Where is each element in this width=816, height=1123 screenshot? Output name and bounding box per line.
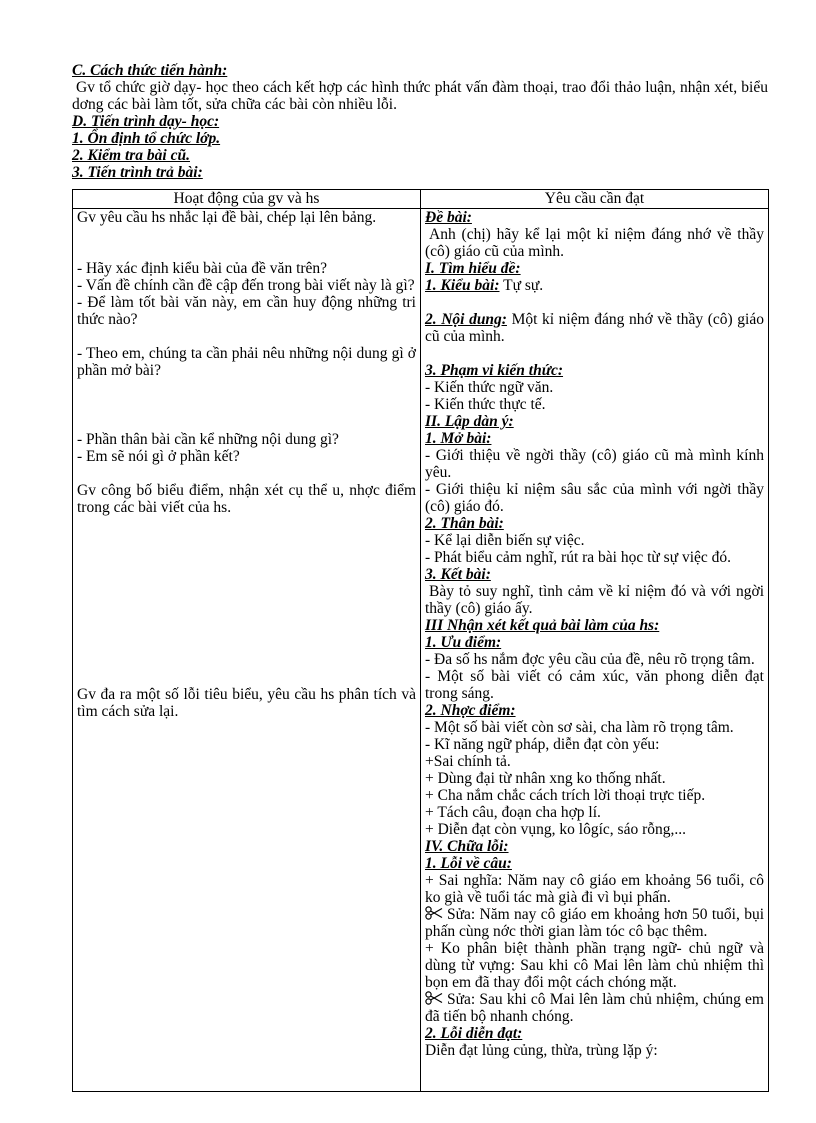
step-1: 1. Ổn định tổ chức lớp. [72,130,221,147]
table-body-row [73,209,769,1092]
activity-item: - Em sẽ nói gì ở phần kết? [77,448,240,465]
loi-cau-item: + Ko phân biệt thành phần trạng ngữ- chủ ngữ và dùng từ vựng: Sau khi cô Mai lên làm chủ nhiệm thì bọn em đã thay đổi một cách chóng mặt. [425,940,764,991]
activity-item: - Hãy xác định kiểu bài của đề văn trên? [77,260,328,277]
mo-bai-label: 1. Mở bài: [425,430,492,447]
uu-diem-item: - Một số bài viết có cảm xúc, văn phong diễn đạt trong sáng. [425,668,764,702]
nhuoc-diem-item: +Sai chính tả. [425,753,511,770]
lesson-table [72,189,769,1092]
header-activity: Hoạt động của gv và hs [73,190,421,209]
nhuoc-diem-item: + Tách câu, đoạn cha hợp lí. [425,804,601,821]
correction-text: Sửa: Năm nay cô giáo em khoảng hơn 50 tuổi, bụi phấn cùng nớc thời gian làm tóc cô bạc thêm. [425,906,764,940]
than-bai-item: - Phát biểu cảm nghĩ, rút ra bài học từ sự việc đó. [425,549,732,566]
than-bai-label: 2. Thân bài: [425,515,504,532]
loi-dien-dat-item: Diễn đạt lủng củng, thừa, trùng lặp ý: [425,1042,658,1059]
than-bai-item: - Kể lại diễn biến sự việc. [425,532,585,549]
activity-item: - Phần thân bài cần kể những nội dung gì? [77,431,339,448]
kieu-bai-value: Tự sự. [499,277,544,294]
mo-bai-item: - Giới thiệu kỉ niệm sâu sắc của mình với ngời thầy (cô) giáo đó. [425,481,764,515]
pham-vi-label: 3. Phạm vi kiến thức: [425,362,564,379]
method-text: Gv tổ chức giờ dạy- học theo cách kết hợp các hình thức phát vấn đàm thoại, trao đổi thảo luận, nhận xét, biểu dơng các bài làm tốt, sửa chữa các bài còn nhiều lỗi. [72,79,768,113]
activity-item: - Để làm tốt bài văn này, em cần huy động những tri thức nào? [77,294,416,328]
de-bai-text: Anh (chị) hãy kể lại một kỉ niệm đáng nhớ về thầy (cô) giáo cũ của mình. [425,226,764,260]
pham-vi-item: - Kiến thức thực tế. [425,396,546,413]
heading-d: D. Tiến trình dạy- học: [72,113,220,130]
ket-bai-item: Bày tỏ suy nghĩ, tình cảm về kỉ niệm đó và với ngời thầy (cô) giáo ấy. [425,583,764,617]
nhuoc-diem-label: 2. Nhợc điểm: [425,702,516,719]
header-requirements: Yêu cầu cần đạt [421,190,769,209]
section-lap-dan-y: II. Lập dàn ý: [425,413,514,430]
loi-cau-item: + Sai nghĩa: Năm nay cô giáo em khoảng 56 tuổi, cô ko già về tuổi tác mà già đi vì bụi phấn. [425,872,764,906]
nhuoc-diem-item: - Kĩ năng ngữ pháp, diễn đạt còn yếu: [425,736,660,753]
correction-item [425,991,764,1025]
scissors-icon [425,906,443,920]
activity-item: Gv đa ra một số lỗi tiêu biểu, yêu cầu hs phân tích và tìm cách sửa lại. [77,686,416,720]
nhuoc-diem-item: + Diễn đạt còn vụng, ko lôgíc, sáo rỗng,... [425,821,687,838]
nhuoc-diem-item: + Dùng đại từ nhân xng ko thống nhất. [425,770,666,787]
section-nhan-xet: III Nhận xét kết quả bài làm của hs: [425,617,660,634]
requirements-column [421,209,769,1092]
section-tim-hieu-de: I. Tìm hiểu đề: [425,260,521,277]
activity-item: Gv công bố biểu điểm, nhận xét cụ thể u, nhợc điểm trong các bài viết của hs. [77,482,416,516]
uu-diem-item: - Đa số hs nắm đợc yêu cầu của đề, nêu rõ trọng tâm. [425,651,755,668]
noi-dung-label: 2. Nội dung: [425,311,507,328]
activity-item: - Theo em, chúng ta cần phải nêu những nội dung gì ở phần mở bài? [77,345,416,379]
pham-vi-item: - Kiến thức ngữ văn. [425,379,554,396]
section-chua-loi: IV. Chữa lỗi: [425,838,509,855]
table-header-row [73,190,769,209]
ket-bai-label: 3. Kết bài: [425,566,491,583]
nhuoc-diem-item: - Một số bài viết còn sơ sài, cha làm rõ trọng tâm. [425,719,734,736]
kieu-bai-label: 1. Kiểu bài: [425,277,500,294]
loi-cau-label: 1. Lỗi về câu: [425,855,512,872]
correction-item [425,906,764,940]
loi-dien-dat-label: 2. Lỗi diễn đạt: [425,1025,523,1042]
nhuoc-diem-item: + Cha nắm chắc cách trích lời thoại trực tiếp. [425,787,706,804]
heading-c: C. Cách thức tiến hành: [72,62,228,79]
activity-item: Gv yêu cầu hs nhắc lại đề bài, chép lại lên bảng. [77,209,377,226]
step-3: 3. Tiến trình trả bài: [72,164,203,181]
step-2: 2. Kiểm tra bài cũ. [72,147,190,164]
correction-text: Sửa: Sau khi cô Mai lên làm chủ nhiệm, chúng em đã tiến bộ nhanh chóng. [425,991,764,1025]
activity-item: - Vấn đề chính cần đề cập đến trong bài viết này là gì? [77,277,415,294]
mo-bai-item: - Giới thiệu về ngời thầy (cô) giáo cũ mà mình kính yêu. [425,447,764,481]
intro-section [72,62,768,181]
scissors-icon [425,991,443,1005]
noi-dung-value: Một kỉ niệm đáng nhớ về thầy (cô) giáo cũ của mình. [425,311,764,345]
activity-column [73,209,421,1092]
uu-diem-label: 1. Ưu điểm: [425,634,502,651]
de-bai-label: Đề bài: [425,209,472,226]
